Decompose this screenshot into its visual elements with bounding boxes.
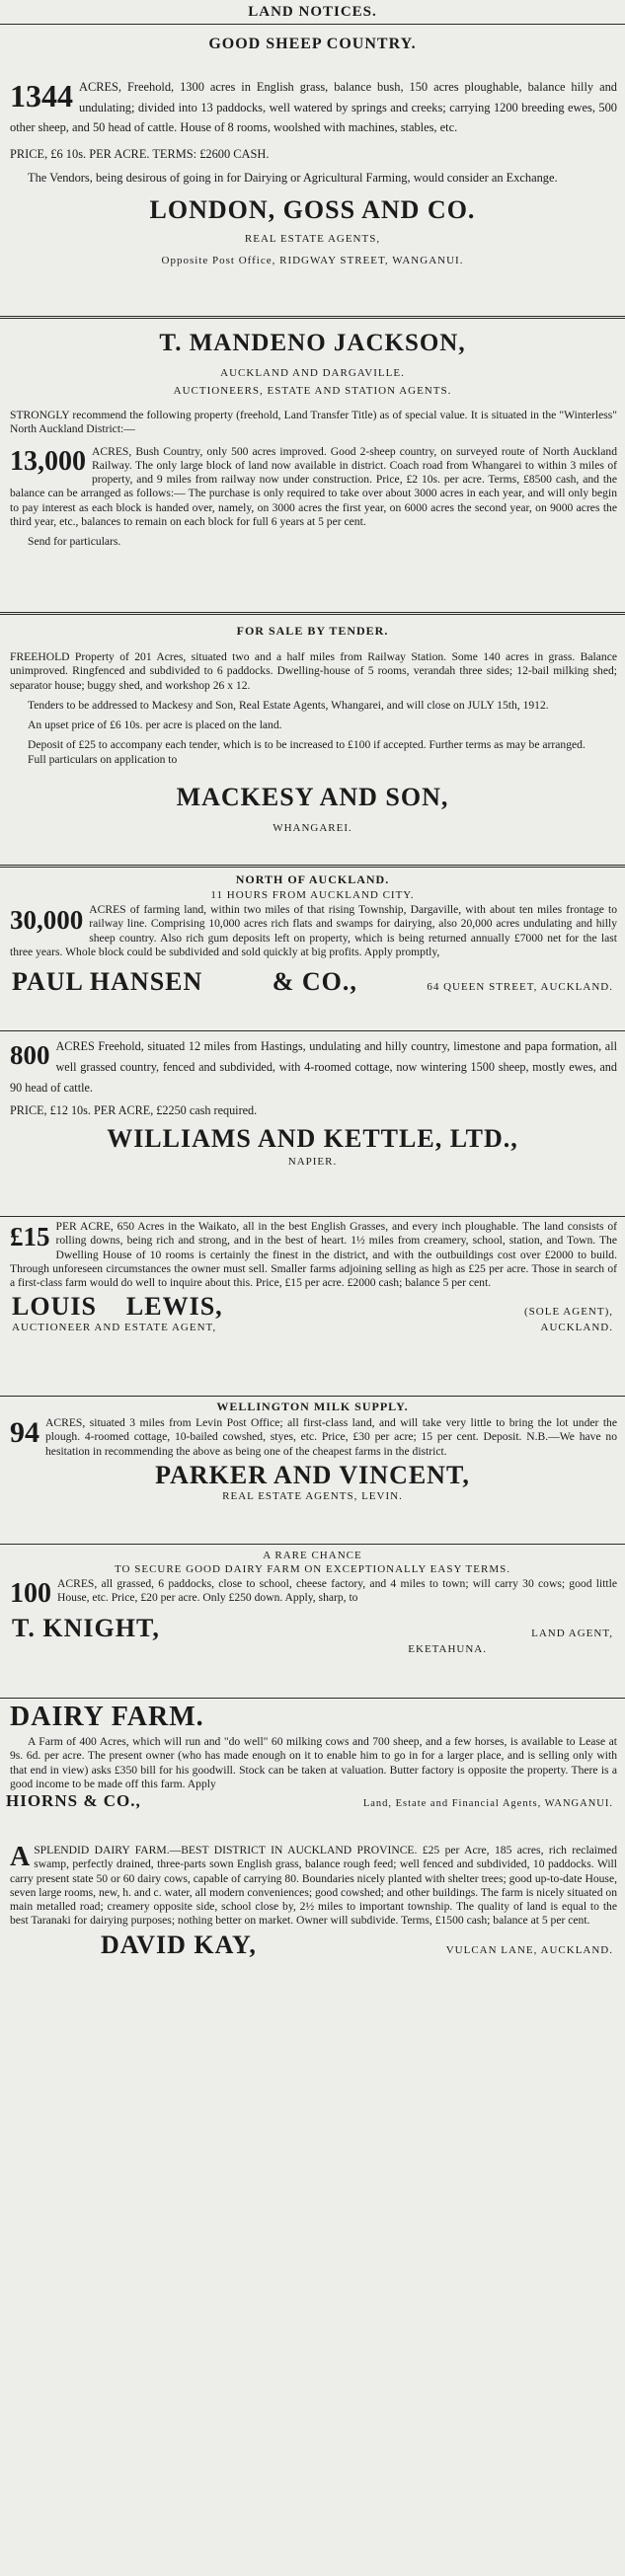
header-rule — [0, 24, 625, 25]
ad7-role: REAL ESTATE AGENTS, LEVIN. — [222, 1489, 403, 1502]
ad10-drop-cap: A — [10, 1842, 31, 1872]
ad1-firm-role: REAL ESTATE AGENTS, — [244, 232, 381, 245]
divider-3 — [0, 865, 625, 868]
ad10-address: VULCAN LANE, AUCKLAND. — [445, 1943, 613, 1956]
ad4-acres-number: 30,000 — [10, 905, 84, 935]
ad1-firm-name: LONDON, GOSS AND CO. — [149, 194, 476, 224]
ad8-location: EKETAHUNA. — [408, 1642, 487, 1655]
ad2-firm-name: T. MANDENO JACKSON, — [159, 330, 466, 356]
ad5-firm-name: WILLIAMS AND KETTLE, LTD., — [107, 1124, 518, 1153]
ad1-price: PRICE, £6 10s. PER ACRE. TERMS: £2600 CASH. — [10, 146, 270, 161]
ad6-role: AUCTIONEER AND ESTATE AGENT, — [12, 1322, 217, 1334]
ad1-description: ACRES, Freehold, 1300 acres in English grass, balance bush, 150 acres ploughable, balance hilly and undulating; divided into 13 paddocks, well watered by springs and creeks; carrying 1200 breeding ewes, 500 other sheep, and 50 head of cattle. House of 8 rooms, woolshed with machines, stables, etc. — [10, 80, 617, 134]
ad8-subtitle: TO SECURE GOOD DAIRY FARM ON EXCEPTIONALLY EASY TERMS. — [115, 1563, 510, 1575]
divider-6 — [0, 1396, 625, 1397]
ad5-price: PRICE, £12 10s. PER ACRE, £2250 cash required. — [10, 1103, 258, 1117]
ad9-role: Land, Estate and Financial Agents, WANGANUI. — [362, 1798, 613, 1810]
ad1-acres-number: 1344 — [10, 78, 73, 114]
ad6-firm-name-a: LOUIS — [12, 1292, 97, 1322]
ad9-firm-name: HIORNS & CO., — [6, 1791, 141, 1811]
ad8-acres-number: 100 — [10, 1578, 51, 1609]
ad-mandeno-jackson — [0, 330, 625, 550]
ad2-acres-number: 13,000 — [10, 445, 86, 477]
ad4-description: ACRES of farming land, within two miles of that rising Township, Dargaville, with about ten miles frontage to railway line. Comprising 10,000 acres rich flats and swamps for dairying, also 20,000 acres undulating and hilly sheep country. Also rich gum deposits left on property, which is being returned annually £7000 net for the last three years. Whole block could be subdivided and sold quickly at big profits. Apply promptly, — [10, 903, 617, 958]
ad8-role: LAND AGENT, — [531, 1627, 613, 1639]
ad2-location: AUCKLAND AND DARGAVILLE. — [220, 367, 405, 379]
ad-north-of-auckland — [0, 872, 625, 997]
ad5-acres-number: 800 — [10, 1040, 50, 1070]
ad3-tenders: Tenders to be addressed to Mackesy and Son, Real Estate Agents, Whangarei, and will close on JULY 15th, 1912. — [28, 698, 549, 712]
ad1-title: GOOD SHEEP COUNTRY. — [208, 36, 417, 52]
ad4-title: NORTH OF AUCKLAND. — [235, 872, 390, 886]
ad-good-sheep-country — [0, 36, 625, 266]
ad7-description: ACRES, situated 3 miles from Levin Post Office; all first-class land, and will take very little to bring the lot under the plough. 4-roomed cottage, 10-bailed cowshed, styes, etc. Price, £30 per acre; 15 per cent. Deposit. N.B.—We have no hesitation in recommending the above as being one of the cheapest farms in the district. — [45, 1416, 617, 1458]
ad6-price-number: £15 — [10, 1222, 50, 1251]
ad8-firm-name: T. KNIGHT, — [12, 1613, 160, 1642]
ad7-title: WELLINGTON MILK SUPPLY. — [216, 1400, 409, 1413]
ad7-acres-number: 94 — [10, 1416, 39, 1449]
ad3-location: WHANGAREI. — [273, 822, 352, 835]
divider-2 — [0, 612, 625, 615]
ad6-description: PER ACRE, 650 Acres in the Waikato, all in the best English Grasses, and every inch ploughable. The land consists of rolling downs, being rich and strong, and in the best of heart. 1½ miles from creamery, school, station, and Town. The Dwelling House of 10 rooms is certainly the finest in the district, and with the outbuildings cost over £2000 to build. Through unforeseen circumstances the owner must sell. Smaller farms adjoining selling as high as £25 per acre. Those in search of a first-class farm would do well to inquire about this. Price, £15 per acre. £2000 cash; balance 5 per cent. — [10, 1220, 617, 1290]
ad6-sole-agent: (SOLE AGENT), — [524, 1306, 613, 1319]
ad-rare-chance — [0, 1550, 625, 1655]
ad1-address: Opposite Post Office, RIDGWAY STREET, WANGANUI. — [161, 254, 464, 266]
ad4-firm-name-a: PAUL HANSEN — [12, 967, 203, 997]
ad3-description: FREEHOLD Property of 201 Acres, situated two and a half miles from Railway Station. Some 140 acres in grass. Balance unimproved. Ringfenced and subdivided to 6 paddocks. Dwelling-house of 5 rooms, verandah three sides; 12-bail milking shed; separator house; buggy shed, and workshop 26 x 12. — [10, 650, 617, 692]
ad3-upset-price: An upset price of £6 10s. per acre is placed on the land. — [28, 719, 282, 732]
divider-8 — [0, 1698, 625, 1699]
divider-7 — [0, 1544, 625, 1545]
divider-4 — [0, 1030, 625, 1031]
ad2-footer: Send for particulars. — [28, 535, 121, 549]
ad10-firm-name: DAVID KAY, — [101, 1930, 257, 1959]
ad5-location: NAPIER. — [287, 1156, 338, 1168]
ad8-description: ACRES, all grassed, 6 paddocks, close to school, cheese factory, and 4 miles to town; will carry 30 cows; good little House, etc. Price, £20 per acre. Only £250 down. Apply, sharp, to — [57, 1577, 617, 1605]
ad3-apply: Full particulars on application to — [28, 752, 178, 766]
ad10-description: SPLENDID DAIRY FARM.—BEST DISTRICT IN AUCKLAND PROVINCE. £25 per Acre, 185 acres, rich reclaimed swamp, perfectly drained, three-parts sown English grass, balance rough feed; well fenced and subdivided, 10 paddocks. Will carry present state 50 or 60 dairy cows, capable of carrying 80. Boundaries nicely planted with shelter trees; good up-to-date House, seven large rooms, new, h. and c. water, all modern conveniences; good cowshed; and other buildings. The farm is nicely situated on main metalled road; creamery opposite side, school close by, 2½ miles to important township. The quality of land is equal to the best Taranaki for dairying purposes; nothing better on market. Owner will subdivide. Terms, £1500 cash; balance at 5 per cent. — [10, 1844, 617, 1928]
ad-splendid-dairy-farm — [0, 1844, 625, 1960]
ad-dairy-farm-lease — [0, 1702, 625, 1811]
ad2-intro: STRONGLY recommend the following property (freehold, Land Transfer Title) as of special value. It is situated in the "Winterless" North Auckland District:— — [10, 409, 617, 436]
ad3-firm-name: MACKESY AND SON, — [176, 783, 449, 812]
ad-sale-by-tender — [0, 624, 625, 834]
divider-1 — [0, 316, 625, 319]
ad2-role: AUCTIONEERS, ESTATE AND STATION AGENTS. — [173, 385, 452, 397]
ad4-firm-name-b: & CO., — [272, 967, 357, 997]
ad-louis-lewis — [0, 1220, 625, 1333]
ad2-description: ACRES, Bush Country, only 500 acres improved. Good 2-sheep country, on surveyed route of North Auckland Railway. The only large block of land now available in district. Coach road from Whangarei to within 3 miles of property, and 9 miles from railway now under construction. Price, £2 10s. per acre. Terms, £8500 cash, and the balance can be arranged as follows:— The purchase is only required to take over about 3000 acres in each year, and will only begin to pay interest as each block is handed over, namely, on 3000 acres the first year, on 6000 acres the second year, on 9000 acres the third year, etc., balances to remain on each block for full 6 years at 5 per cent. — [10, 444, 617, 529]
ad-wellington-milk-supply — [0, 1400, 625, 1502]
ad3-deposit: Deposit of £25 to accompany each tender, which is to be increased to £100 if accepted. Further terms as may be arranged. — [28, 738, 586, 752]
page-header: LAND NOTICES. — [248, 4, 377, 20]
ad9-description: A Farm of 400 Acres, which will run and "do well" 60 milking cows and 700 sheep, and a few horses, is available to Lease at 9s. 6d. per acre. The present owner (who has made enough on it to enable him to go in for a larger place, and is selling only with that end in view) asks £350 bill for his goodwill. Stock can be taken at valuation. Butter factory is opposite the property. There is a good income to be made off this farm. Apply — [10, 1735, 617, 1790]
ad4-address: 64 QUEEN STREET, AUCKLAND. — [427, 981, 613, 994]
ad1-exchange-note: The Vendors, being desirous of going in for Dairying or Agricultural Farming, would consider an Exchange. — [28, 170, 558, 185]
ad-williams-kettle — [0, 1036, 625, 1168]
divider-5 — [0, 1216, 625, 1217]
ad5-description: ACRES Freehold, situated 12 miles from Hastings, undulating and hilly country, limestone and papa formation, all well grassed country, fenced and subdivided, with 4-roomed cottage, now wintering 1500 sheep, mostly ewes, and 90 head of cattle. — [10, 1039, 617, 1095]
ad9-title: DAIRY FARM. — [10, 1702, 204, 1732]
ad8-title: A RARE CHANCE — [263, 1550, 362, 1561]
ad6-location: AUCKLAND. — [540, 1322, 613, 1334]
ad3-title: FOR SALE BY TENDER. — [236, 624, 389, 638]
ad6-firm-name-b: LEWIS, — [125, 1292, 223, 1322]
ad4-subtitle: 11 HOURS FROM AUCKLAND CITY. — [210, 889, 415, 901]
ad7-firm-name: PARKER AND VINCENT, — [155, 1460, 470, 1489]
